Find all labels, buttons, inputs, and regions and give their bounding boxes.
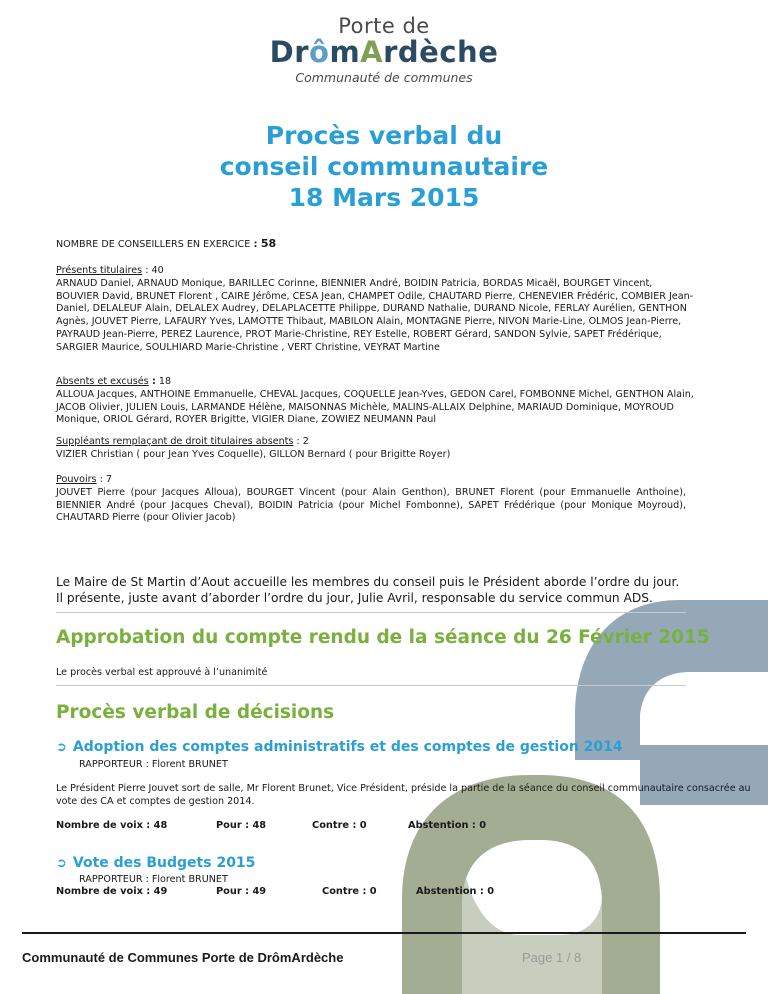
proxies-names: JOUVET Pierre (pour Jacques Alloua), BOURGET Vincent (pour Alain Genthon), BRUNET Florent (pour Emmanuelle Anthoine), BIENNIER André (pour Jacques Cheval), BOIDIN Patricia (pour Michel Fombonne), SAPET Frédérique (pour Monique Moyroud), CHAUTARD Pierre (pour Olivier Jacob): [56, 486, 686, 524]
substitutes-label: Suppléants remplaçant de droit titulaires absents: [56, 436, 294, 447]
item2-heading: [56, 855, 255, 871]
votes-contre: Contre : 0: [312, 820, 367, 831]
arrow-icon: ➲: [56, 740, 67, 755]
approval-heading: Approbation du compte rendu de la séance du 26 Février 2015: [56, 627, 710, 648]
proxies-count: : 7: [96, 474, 112, 485]
item1-title: Adoption des comptes administratifs et des comptes de gestion 2014: [72, 739, 623, 755]
item1-rapporteur: RAPPORTEUR : Florent BRUNET: [79, 759, 228, 770]
title-line: conseil communautaire: [219, 152, 549, 181]
item1-heading: [56, 739, 623, 755]
footer-organization: Communauté de Communes Porte de DrômArdèche: [22, 950, 344, 965]
approval-text: Le procès verbal est approuvé à l’unanimité: [56, 667, 268, 678]
presents-names: ARNAUD Daniel, ARNAUD Monique, BARILLEC Corinne, BIENNIER André, BOIDIN Patricia, BORDAS Micaël, BOURGET Vincent, BOUVIER David, BRUNET Florent , CAIRE Jérôme, CESA Jean, CHAMPET Odile, CHAUTARD Pierre, CHENEVIER Frédéric, COMBIER Jean-Daniel, DELALEUF Alain, DELALEX Audrey, DELAPLACETTE Philippe, DURAND Nathalie, DURAND Nicole, FERLAY Aurélien, GENTHON Agnès, JOUVET Pierre, LAFAURY Yves, LAMOTTE Thibaut, MABILON Alain, MONTAGNE Pierre, NIVON Marie-Line, OLMOS Jean-Pierre, PAYRAUD Jean-Pierre, PEREZ Laurence, PROT Marie-Christine, REY Estelle, ROBERT Gérard, SANDON Sylvie, SAPET Frédérique, SARGIER Maurice, SOULHIARD Marie-Christine , VERT Christine, VEYRAT Martine: [56, 277, 694, 353]
divider: [56, 685, 686, 686]
substitutes-section: [56, 436, 696, 462]
votes-abstention: Abstention : 0: [408, 820, 487, 831]
proxies-section: [56, 474, 686, 525]
substitutes-count: : 2: [293, 436, 309, 447]
votes-total: Nombre de voix : 48: [56, 820, 168, 831]
title-line: Procès verbal du: [265, 121, 503, 150]
document-title: [0, 120, 768, 213]
logo-prefix: Porte de: [338, 14, 430, 38]
votes-total: Nombre de voix : 49: [56, 886, 168, 897]
intro-paragraph: [56, 574, 706, 606]
logo-wordmark: [0, 35, 768, 69]
counsellors-sep: :: [250, 239, 261, 250]
logo-part: ô: [309, 35, 330, 69]
logo-tagline: Communauté de communes: [295, 70, 473, 85]
divider: [56, 612, 686, 613]
presents-label: Présents titulaires: [56, 265, 143, 276]
logo-part: rdèche: [383, 35, 499, 69]
absents-colon: :: [148, 376, 156, 387]
votes-pour: Pour : 48: [216, 820, 267, 831]
substitutes-names: VIZIER Christian ( pour Jean Yves Coquelle), GILLON Bernard ( pour Brigitte Royer): [56, 448, 451, 460]
absents-label: Absents et excusés: [56, 376, 149, 387]
votes-pour: Pour : 49: [216, 886, 267, 897]
logo-part: A: [360, 35, 384, 69]
item1-text: Le Président Pierre Jouvet sort de salle, Mr Florent Brunet, Vice Président, préside la partie de la séance du conseil communautaire consacrée au vote des CA et comptes de gestion 2014.: [56, 783, 751, 807]
absents-count: 18: [155, 376, 172, 387]
arrow-icon: ➲: [56, 856, 67, 871]
absents-section: [56, 376, 696, 427]
watermark-sage-inner: [462, 860, 602, 994]
footer-page-number: Page 1 / 8: [522, 950, 582, 965]
votes-contre: Contre : 0: [322, 886, 377, 897]
counsellors-value: 58: [260, 237, 277, 250]
proxies-label: Pouvoirs: [56, 474, 97, 485]
logo-part: Dr: [269, 35, 310, 69]
votes-abstention: Abstention : 0: [416, 886, 495, 897]
counsellors-label: NOMBRE DE CONSEILLERS EN EXERCICE: [56, 239, 251, 250]
counsellors-count: [56, 238, 696, 252]
absents-names: ALLOUA Jacques, ANTHOINE Emmanuelle, CHEVAL Jacques, COQUELLE Jean-Yves, GEDON Carel, FOMBONNE Michel, GENTHON Alain, JACOB Olivier, JULIEN Louis, LARMANDE Hélène, MAISONNAS Michèle, MALINS-ALLAIX Delphine, MARIAUD Dominique, MOYROUD Monique, ORIOL Gérard, ROYER Brigitte, VIGIER Diane, ZOWIEZ NEUMANN Paul: [56, 388, 694, 426]
item2-title: Vote des Budgets 2015: [72, 855, 256, 871]
logo-part: m: [329, 35, 361, 69]
intro-line: Le Maire de St Martin d’Aout accueille les membres du conseil puis le Président aborde l’ordre du jour.: [56, 575, 680, 589]
item1-votes: [56, 820, 556, 834]
item2-votes: [56, 886, 556, 900]
footer-rule: [22, 932, 746, 934]
presents-count: : 40: [142, 265, 164, 276]
item2-rapporteur: RAPPORTEUR : Florent BRUNET: [79, 874, 228, 885]
decisions-heading: Procès verbal de décisions: [56, 702, 335, 723]
title-line: 18 Mars 2015: [288, 183, 480, 212]
watermark-slate-shape: [575, 600, 768, 760]
presents-section: [56, 265, 696, 355]
intro-line: Il présente, juste avant d’aborder l’ordre du jour, Julie Avril, responsable du service commun ADS.: [56, 591, 653, 605]
